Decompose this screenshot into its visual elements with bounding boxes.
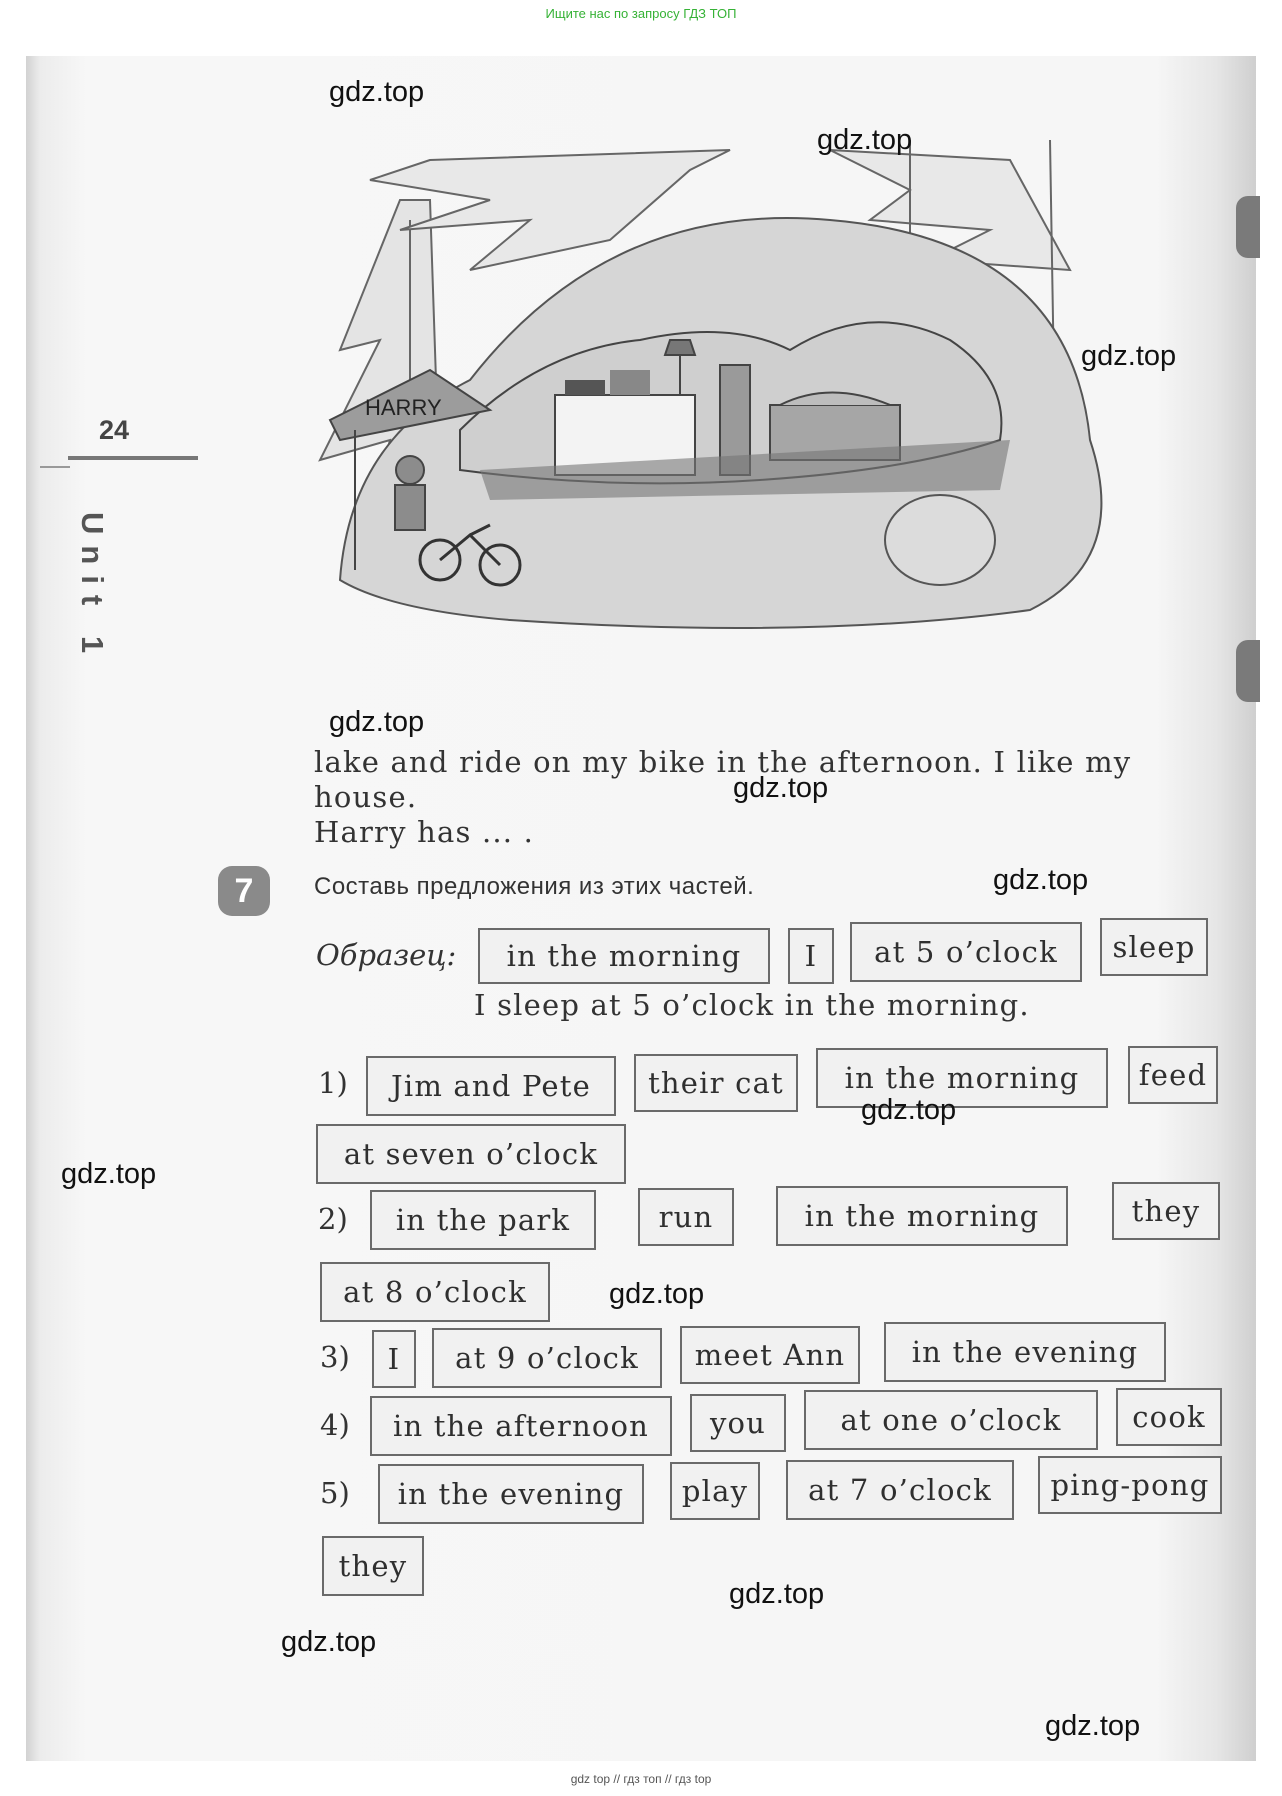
word-chip: in the evening (378, 1464, 644, 1524)
watermark: gdz.top (281, 1626, 377, 1658)
watermark: gdz.top (329, 76, 425, 108)
word-chip: run (638, 1188, 734, 1246)
watermark: gdz.top (733, 772, 829, 804)
story-line-2: house. (314, 780, 418, 814)
word-chip: I (372, 1330, 416, 1388)
house-sign-text: HARRY (365, 395, 442, 420)
sample-answer: I sleep at 5 o’clock in the morning. (474, 988, 1030, 1022)
word-chip: at 8 o’clock (320, 1262, 550, 1322)
word-chip: you (690, 1394, 786, 1452)
unit-label: Unit 1 (75, 512, 110, 665)
watermark: gdz.top (861, 1094, 957, 1126)
harry-house-illustration (310, 140, 1150, 720)
watermark: gdz.top (729, 1578, 825, 1610)
word-chip: they (322, 1536, 424, 1596)
word-chip: in the morning (776, 1186, 1068, 1246)
word-chip: cook (1116, 1388, 1222, 1446)
page-edge-tab (1236, 640, 1260, 702)
word-chip: in the park (370, 1190, 596, 1250)
watermark: gdz.top (1081, 340, 1177, 372)
word-chip: their cat (634, 1054, 798, 1112)
harry-character (395, 456, 425, 530)
word-chip: play (670, 1462, 760, 1520)
item-number: 1) (318, 1066, 348, 1100)
exercise-number-badge: 7 (218, 866, 270, 916)
watermark: gdz.top (1045, 1710, 1141, 1742)
exercise-instruction: Составь предложения из этих частей. (314, 873, 755, 900)
desk-books (610, 370, 650, 395)
watermark: gdz.top (609, 1278, 705, 1310)
word-chip: at 7 o’clock (786, 1460, 1014, 1520)
word-chip: they (1112, 1182, 1220, 1240)
word-chip: in the morning (816, 1048, 1108, 1108)
story-line-3: Harry has ... . (314, 815, 535, 849)
story-line-1: lake and ride on my bike in the afternoon. I like my (314, 745, 1132, 779)
page-number-rule (68, 456, 198, 460)
word-chip: in the evening (884, 1322, 1166, 1382)
watermark: gdz.top (61, 1158, 157, 1190)
top-banner[interactable]: Ищите нас по запросу ГДЗ ТОП (545, 6, 737, 21)
word-chip: ping-pong (1038, 1456, 1222, 1514)
word-chip: feed (1128, 1046, 1218, 1104)
page-edge-tab (1236, 196, 1260, 258)
word-chip: in the morning (478, 928, 770, 984)
word-chip: Jim and Pete (366, 1056, 616, 1116)
page-number-rule-tick (40, 466, 70, 468)
word-chip: sleep (1100, 918, 1208, 976)
watermark: gdz.top (329, 706, 425, 738)
word-chip: at 9 o’clock (432, 1328, 662, 1388)
item-number: 3) (320, 1340, 350, 1374)
word-chip: I (788, 928, 834, 984)
item-number: 5) (320, 1476, 350, 1510)
page-number: 24 (99, 415, 130, 445)
word-chip: at 5 o’clock (850, 922, 1082, 982)
item-number: 2) (318, 1202, 348, 1236)
sample-label: Образец: (316, 938, 457, 972)
word-chip: in the afternoon (370, 1396, 672, 1456)
word-chip: at one o’clock (804, 1390, 1098, 1450)
word-chip: at seven o’clock (316, 1124, 626, 1184)
item-number: 4) (320, 1408, 350, 1442)
word-chip: meet Ann (680, 1326, 860, 1384)
watermark: gdz.top (993, 864, 1089, 896)
bottom-banner[interactable]: gdz top // гдз топ // гдз top (570, 1772, 712, 1786)
watermark: gdz.top (817, 124, 913, 156)
boulder-icon (885, 495, 995, 585)
desk-books (565, 380, 605, 395)
